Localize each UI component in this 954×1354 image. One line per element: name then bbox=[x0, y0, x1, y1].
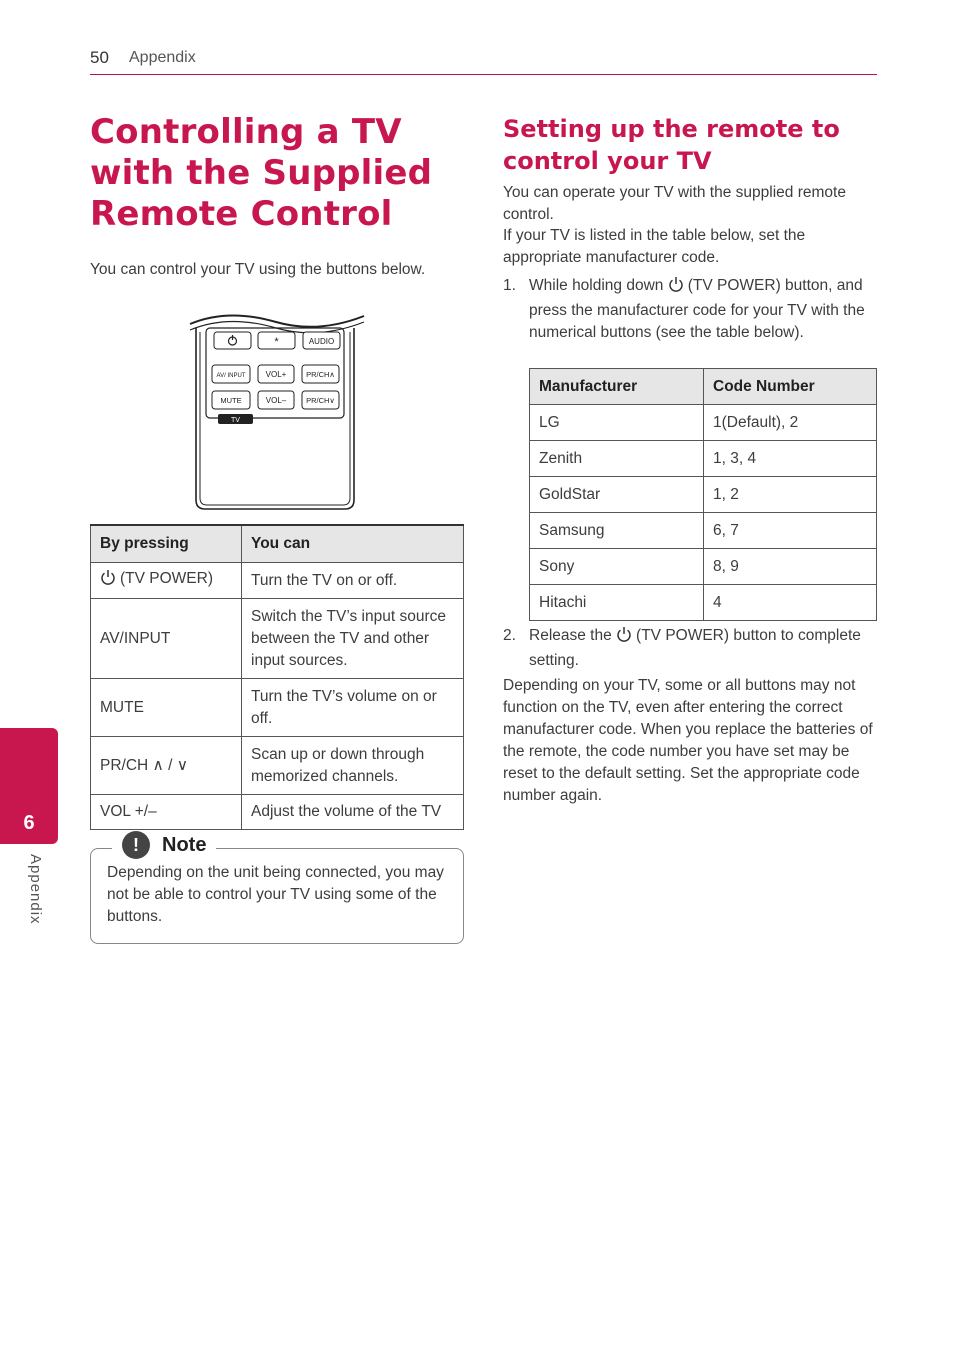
remote-chdown-label: PR/CH∨ bbox=[306, 396, 335, 405]
remote-audio-label: AUDIO bbox=[308, 337, 335, 346]
header-rule bbox=[90, 74, 877, 75]
power-icon bbox=[668, 276, 684, 300]
power-icon bbox=[616, 626, 632, 650]
page-number: 50 bbox=[90, 48, 109, 67]
note-header bbox=[112, 830, 216, 860]
svg-text:*: * bbox=[274, 336, 279, 348]
remote-power-button bbox=[214, 332, 251, 349]
remote-avinput-button bbox=[212, 365, 250, 383]
paragraph: You can operate your TV with the supplied remote control. bbox=[503, 184, 846, 223]
remote-voldown-label: VOL– bbox=[265, 396, 287, 405]
remote-volup-label: VOL+ bbox=[265, 370, 287, 379]
paragraph: Depending on your TV, some or all buttons may not function on the TV, even after entering the correct manufacturer code. When you replace the batteries of the remote, the code number you have set may be reset to the default setting. Set the appropriate code number again. bbox=[503, 677, 873, 804]
remote-volup-button bbox=[258, 365, 294, 383]
page-title: Controlling a TV with the Supplied Remote Control bbox=[90, 112, 433, 234]
table-header: Manufacturer bbox=[530, 369, 704, 405]
remote-voldown-button bbox=[258, 391, 294, 409]
remote-chdown-button bbox=[302, 391, 339, 409]
note-text: Depending on the unit being connected, you may not be able to control your TV using some of the buttons. bbox=[107, 864, 444, 925]
step-number: 2. bbox=[503, 627, 516, 644]
remote-chup-label: PR/CH∧ bbox=[306, 370, 335, 379]
table-row: AV/INPUT Switch the TV’s input source between the TV and other input sources. bbox=[91, 599, 464, 679]
table-header: Code Number bbox=[704, 369, 877, 405]
remote-mute-button bbox=[212, 391, 250, 409]
remote-tv-label: TV bbox=[231, 417, 240, 424]
power-icon bbox=[100, 569, 116, 593]
section-title: Setting up the remote to control your TV bbox=[503, 115, 840, 175]
table-header: By pressing bbox=[91, 525, 242, 563]
remote-audio-button bbox=[303, 332, 340, 349]
remote-star-button bbox=[258, 332, 295, 349]
table-row: Zenith 1, 3, 4 bbox=[530, 441, 877, 477]
button-function-table bbox=[90, 524, 464, 830]
table-row: Sony 8, 9 bbox=[530, 549, 877, 585]
exclamation-icon: ! bbox=[122, 831, 150, 859]
table-row: (TV POWER) Turn the TV on or off. bbox=[91, 563, 464, 599]
chapter-number: 6 bbox=[23, 812, 35, 834]
manufacturer-code-table bbox=[529, 368, 877, 621]
chapter-label: Appendix bbox=[27, 854, 44, 925]
table-row: Samsung 6, 7 bbox=[530, 513, 877, 549]
header-section: Appendix bbox=[129, 49, 196, 66]
remote-illustration bbox=[188, 310, 368, 514]
remote-mute-label: MUTE bbox=[220, 396, 242, 405]
table-row: PR/CH ∧ / ∨ Scan up or down through memorized channels. bbox=[91, 737, 464, 795]
table-row: GoldStar 1, 2 bbox=[530, 477, 877, 513]
table-row: LG 1(Default), 2 bbox=[530, 405, 877, 441]
table-row: VOL +/– Adjust the volume of the TV bbox=[91, 795, 464, 830]
table-header: You can bbox=[242, 525, 464, 563]
table-row: Hitachi 4 bbox=[530, 585, 877, 621]
paragraph: If your TV is listed in the table below, set the appropriate manufacturer code. bbox=[503, 227, 806, 266]
intro-text: You can control your TV using the buttons below. bbox=[90, 261, 426, 278]
remote-chup-button bbox=[302, 365, 339, 383]
step-number: 1. bbox=[503, 277, 516, 294]
table-row: MUTE Turn the TV’s volume on or off. bbox=[91, 679, 464, 737]
note-label: Note bbox=[162, 833, 207, 856]
remote-avinput-label: AV/ INPUT bbox=[216, 373, 246, 379]
